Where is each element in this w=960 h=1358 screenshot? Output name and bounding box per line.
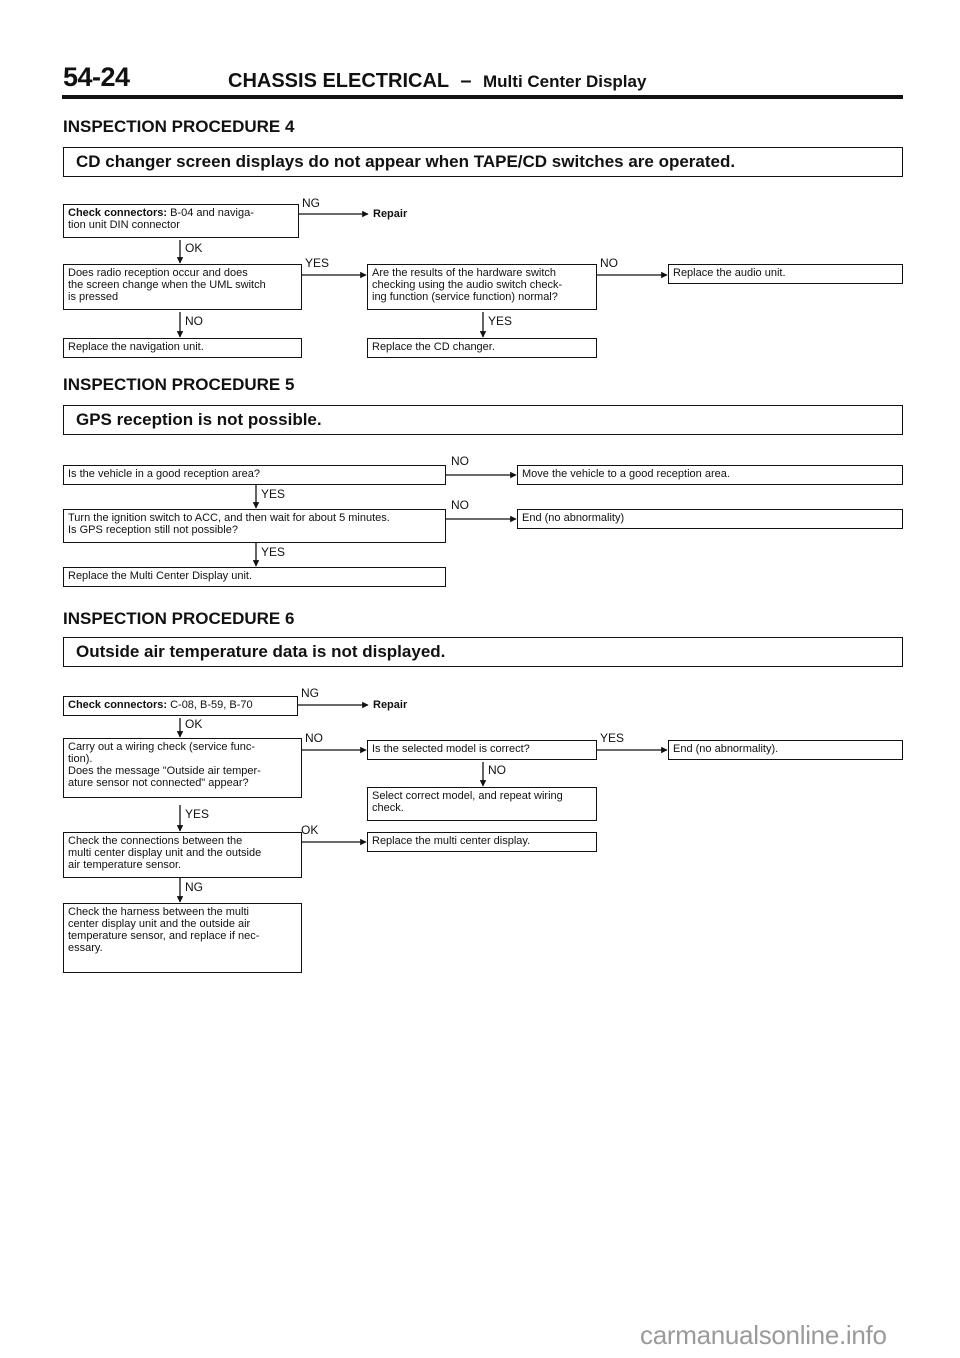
p5-yes-label: YES [261,487,286,501]
p5-no-label: NO [451,454,469,468]
p5-replace-mcd-box: Replace the Multi Center Display unit. [63,567,446,587]
p6-ok-label-2: OK [301,823,319,837]
footer-watermark: carmanualsonline.info [640,1320,887,1350]
p4-replace-cd-changer-box: Replace the CD changer. [367,338,597,358]
header-separator: – [460,70,472,92]
procedure-5-problem: GPS reception is not possible. [63,405,903,435]
p4-radio-question-box: Does radio reception occur and does the screen change when the UML switch is pressed [63,264,302,310]
p6-yes-label-2: YES [185,807,210,821]
p4-yes-label-2: YES [488,314,513,328]
p4-ng-label: NG [302,196,320,210]
p4-ok-label: OK [185,241,203,255]
procedure-5-title: INSPECTION PROCEDURE 5 [63,375,295,394]
p4-check-connectors-text: B-04 and naviga- tion unit DIN connector [68,207,254,231]
p4-check-connectors-label: Check connectors: [68,207,168,219]
page-number: 54-24 [63,62,130,92]
p6-ng-label: NG [301,686,319,700]
p6-no-label-2: NO [488,763,506,777]
procedure-4-problem: CD changer screen displays do not appear when TAPE/CD switches are operated. [63,147,903,177]
procedure-4-title: INSPECTION PROCEDURE 4 [63,117,295,136]
p5-ignition-question-box: Turn the ignition switch to ACC, and then wait for about 5 minutes. Is GPS reception still not possible? [63,509,446,543]
p4-no-label: NO [600,256,618,270]
p5-move-vehicle-box: Move the vehicle to a good reception area. [517,465,903,485]
p6-ok-label: OK [185,717,203,731]
p4-hardware-question-box: Are the results of the hardware switch checking using the audio switch check- ing function (service function) normal? [367,264,597,310]
p4-replace-navigation-box: Replace the navigation unit. [63,338,302,358]
p6-check-connectors-text: C-08, B-59, B-70 [167,699,253,711]
subsection-name: Multi Center Display [483,72,647,91]
p6-ng-label-2: NG [185,880,203,894]
p5-end-box: End (no abnormality) [517,509,903,529]
procedure-6-title: INSPECTION PROCEDURE 6 [63,609,295,628]
p6-yes-label: YES [600,731,625,745]
p6-repair-label: Repair [373,699,408,711]
p6-check-connections-box: Check the connections between the multi center display unit and the outside air temperature sensor. [63,832,302,878]
p6-check-connectors-box [63,696,298,716]
p6-no-label: NO [305,731,323,745]
p5-no-label-2: NO [451,498,469,512]
p6-wiring-check-box: Carry out a wiring check (service func- tion). Does the message "Outside air temper- ature sensor not connected" appear? [63,738,302,798]
p4-repair-label: Repair [373,208,408,220]
p6-check-connectors-label: Check connectors: [68,699,168,711]
p6-select-model-box: Select correct model, and repeat wiring check. [367,787,597,821]
p6-replace-mcd-box: Replace the multi center display. [367,832,597,852]
p5-good-area-question-box: Is the vehicle in a good reception area? [63,465,446,485]
procedure-6-problem: Outside air temperature data is not displayed. [63,637,903,667]
p4-no-label-2: NO [185,314,203,328]
p5-yes-label-2: YES [261,545,286,559]
section-name: CHASSIS ELECTRICAL [228,70,449,92]
p4-check-connectors-box [63,204,299,238]
p6-check-harness-box: Check the harness between the multi center display unit and the outside air temperature sensor, and replace if nec- essary. [63,903,302,973]
p6-end-box: End (no abnormality). [668,740,903,760]
p6-model-question-box: Is the selected model is correct? [367,740,597,760]
p4-yes-label: YES [305,256,330,270]
p4-replace-audio-box: Replace the audio unit. [668,264,903,284]
